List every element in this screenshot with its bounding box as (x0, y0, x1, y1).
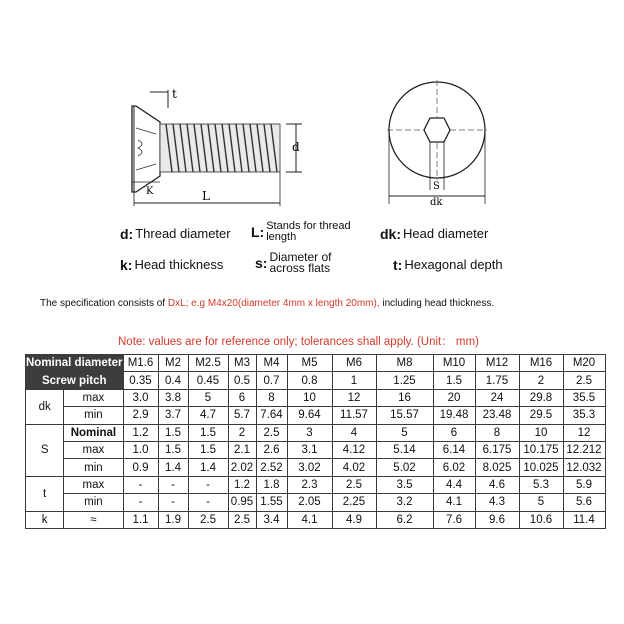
value-cell: 2.52 (256, 459, 287, 476)
pitch-cell: 0.7 (256, 372, 287, 389)
value-cell: 12 (332, 389, 376, 406)
size-header-cell: M6 (332, 355, 376, 372)
value-cell: 4.1 (287, 511, 332, 528)
screw-head (132, 106, 160, 192)
value-cell: 23.48 (475, 407, 519, 424)
pitch-cell: 1.75 (475, 372, 519, 389)
group-label-k: k (26, 511, 64, 528)
dk-dim-label: dk (430, 197, 443, 208)
value-cell: 4.6 (475, 476, 519, 493)
value-cell: 1.5 (158, 424, 188, 441)
table-header-row (26, 355, 606, 372)
value-cell: 4.9 (332, 511, 376, 528)
legend-d-symbol: d: (120, 226, 134, 242)
size-header-cell: M8 (376, 355, 433, 372)
value-cell: - (188, 476, 228, 493)
value-cell: 1.55 (256, 494, 287, 511)
value-cell: 2.5 (256, 424, 287, 441)
screw-top-view (378, 78, 498, 213)
table-row (26, 441, 606, 458)
table-row (26, 511, 606, 528)
value-cell: - (158, 476, 188, 493)
pitch-cell: 0.8 (287, 372, 332, 389)
value-cell: 35.3 (563, 407, 605, 424)
value-cell: 2.6 (256, 441, 287, 458)
spec-after: including head thickness. (379, 298, 495, 309)
spec-table (25, 354, 606, 529)
value-cell: 24 (475, 389, 519, 406)
value-cell: 6 (433, 424, 475, 441)
value-cell: 1.9 (158, 511, 188, 528)
value-cell: 2.5 (228, 511, 256, 528)
legend-dk-symbol: dk: (380, 226, 401, 242)
l-dim-label: L (202, 189, 210, 203)
pitch-cell: 0.35 (123, 372, 158, 389)
value-cell: 5.9 (563, 476, 605, 493)
value-cell: 0.9 (123, 459, 158, 476)
value-cell: 5.3 (519, 476, 563, 493)
value-cell: 3.2 (376, 494, 433, 511)
value-cell: 2.25 (332, 494, 376, 511)
spec-highlight: DxL; e.g M4x20(diameter 4mm x length 20mm), (167, 298, 380, 309)
pitch-cell: 2.5 (563, 372, 605, 389)
value-cell: 20 (433, 389, 475, 406)
screw-pitch-header: Screw pitch (26, 372, 124, 389)
value-cell: 1.0 (123, 441, 158, 458)
value-cell: 3.0 (123, 389, 158, 406)
legend-t (393, 258, 503, 272)
value-cell: 10.025 (519, 459, 563, 476)
table-row (26, 424, 606, 441)
d-dim-label: d (292, 140, 300, 154)
spec-description (40, 298, 494, 309)
pitch-cell: 0.5 (228, 372, 256, 389)
value-cell: 1.1 (123, 511, 158, 528)
pitch-cell: 1.5 (433, 372, 475, 389)
value-cell: 5.7 (228, 407, 256, 424)
size-header-cell: M12 (475, 355, 519, 372)
screw-pitch-row (26, 372, 606, 389)
value-cell: 1.5 (188, 441, 228, 458)
table-row (26, 389, 606, 406)
group-label-s: S (26, 424, 64, 476)
value-cell: 2.05 (287, 494, 332, 511)
value-cell: 6 (228, 389, 256, 406)
value-cell: 6.02 (433, 459, 475, 476)
value-cell: 6.14 (433, 441, 475, 458)
value-cell: 1.4 (188, 459, 228, 476)
value-cell: 12.032 (563, 459, 605, 476)
value-cell: 1.2 (123, 424, 158, 441)
value-cell: 15.57 (376, 407, 433, 424)
size-header-cell: M5 (287, 355, 332, 372)
pitch-cell: 1.25 (376, 372, 433, 389)
spec-before: The specification consists of (40, 298, 168, 309)
value-cell: 10.6 (519, 511, 563, 528)
value-cell: 35.5 (563, 389, 605, 406)
value-cell: 10.175 (519, 441, 563, 458)
value-cell: 19.48 (433, 407, 475, 424)
value-cell: 1.4 (158, 459, 188, 476)
value-cell: 6.2 (376, 511, 433, 528)
value-cell: 2.1 (228, 441, 256, 458)
t-dim-label: t (172, 87, 177, 101)
value-cell: 3.8 (158, 389, 188, 406)
value-cell: 4.02 (332, 459, 376, 476)
value-cell: 1.5 (188, 424, 228, 441)
value-cell: 4.7 (188, 407, 228, 424)
pitch-cell: 1 (332, 372, 376, 389)
legend-l-text: Stands for thread length (266, 220, 351, 243)
legend-d-text: Thread diameter (135, 226, 231, 241)
legend-d (120, 227, 231, 241)
legend-s-text: Diameter of across flats (269, 250, 332, 275)
s-dim-label: S (433, 181, 440, 192)
value-cell: 4.4 (433, 476, 475, 493)
reference-note: Note: values are for reference only; tolerances shall apply. (Unit： mm) (118, 336, 479, 348)
legend-k-text: Head thickness (134, 257, 224, 272)
value-cell: 5.14 (376, 441, 433, 458)
value-cell: - (123, 476, 158, 493)
value-cell: 2.3 (287, 476, 332, 493)
value-cell: 6.175 (475, 441, 519, 458)
hex-socket (424, 118, 450, 142)
value-cell: 5 (519, 494, 563, 511)
value-cell: 7.64 (256, 407, 287, 424)
value-cell: 4.1 (433, 494, 475, 511)
value-cell: - (188, 494, 228, 511)
legend-l (251, 221, 356, 243)
row-label: Nominal (64, 424, 123, 441)
value-cell: 4.3 (475, 494, 519, 511)
legend-dk-text: Head diameter (403, 226, 489, 241)
value-cell: 5.6 (563, 494, 605, 511)
row-label: ≈ (64, 511, 123, 528)
value-cell: 16 (376, 389, 433, 406)
screw-side-view (110, 78, 320, 218)
value-cell: 2.9 (123, 407, 158, 424)
value-cell: 1.5 (158, 441, 188, 458)
group-label-t: t (26, 476, 64, 511)
table-row (26, 476, 606, 493)
table-row (26, 407, 606, 424)
value-cell: 12 (563, 424, 605, 441)
value-cell: 3.7 (158, 407, 188, 424)
value-cell: 29.8 (519, 389, 563, 406)
row-label: min (64, 494, 123, 511)
row-label: max (64, 476, 123, 493)
pitch-cell: 2 (519, 372, 563, 389)
legend-s-symbol: s: (255, 255, 268, 271)
row-label: min (64, 459, 123, 476)
size-header-cell: M2 (158, 355, 188, 372)
value-cell: 11.57 (332, 407, 376, 424)
value-cell: 5 (376, 424, 433, 441)
value-cell: 3.1 (287, 441, 332, 458)
value-cell: 2.02 (228, 459, 256, 476)
value-cell: 9.6 (475, 511, 519, 528)
value-cell: 1.8 (256, 476, 287, 493)
legend-t-text: Hexagonal depth (404, 257, 503, 272)
size-header-cell: M20 (563, 355, 605, 372)
value-cell: 0.95 (228, 494, 256, 511)
value-cell: 9.64 (287, 407, 332, 424)
size-header-cell: M1.6 (123, 355, 158, 372)
value-cell: 1.2 (228, 476, 256, 493)
value-cell: 2.5 (188, 511, 228, 528)
size-header-cell: M10 (433, 355, 475, 372)
value-cell: 2.5 (332, 476, 376, 493)
legend-s (255, 252, 359, 274)
pitch-cell: 0.4 (158, 372, 188, 389)
legend-t-symbol: t: (393, 257, 403, 273)
legend-k (120, 258, 223, 272)
legend-k-symbol: k: (120, 257, 133, 273)
value-cell: 5 (188, 389, 228, 406)
row-label: max (64, 389, 123, 406)
value-cell: - (158, 494, 188, 511)
size-header-cell: M16 (519, 355, 563, 372)
value-cell: 8 (475, 424, 519, 441)
value-cell: 11.4 (563, 511, 605, 528)
value-cell: 4 (332, 424, 376, 441)
value-cell: 10 (519, 424, 563, 441)
legend-dk (380, 227, 488, 241)
value-cell: 5.02 (376, 459, 433, 476)
value-cell: 3 (287, 424, 332, 441)
group-label-dk: dk (26, 389, 64, 424)
legend-l-symbol: L: (251, 224, 265, 240)
value-cell: 4.12 (332, 441, 376, 458)
value-cell: 7.6 (433, 511, 475, 528)
value-cell: 8.025 (475, 459, 519, 476)
size-header-cell: M2.5 (188, 355, 228, 372)
value-cell: 3.02 (287, 459, 332, 476)
table-row (26, 494, 606, 511)
row-label: min (64, 407, 123, 424)
value-cell: - (123, 494, 158, 511)
value-cell: 2 (228, 424, 256, 441)
value-cell: 8 (256, 389, 287, 406)
row-label: max (64, 441, 123, 458)
value-cell: 10 (287, 389, 332, 406)
value-cell: 29.5 (519, 407, 563, 424)
value-cell: 12.212 (563, 441, 605, 458)
value-cell: 3.4 (256, 511, 287, 528)
size-header-cell: M4 (256, 355, 287, 372)
pitch-cell: 0.45 (188, 372, 228, 389)
nominal-diameter-header: Nominal diameter (26, 355, 124, 372)
value-cell: 3.5 (376, 476, 433, 493)
k-dim-label: K (146, 186, 154, 197)
table-row (26, 459, 606, 476)
size-header-cell: M3 (228, 355, 256, 372)
